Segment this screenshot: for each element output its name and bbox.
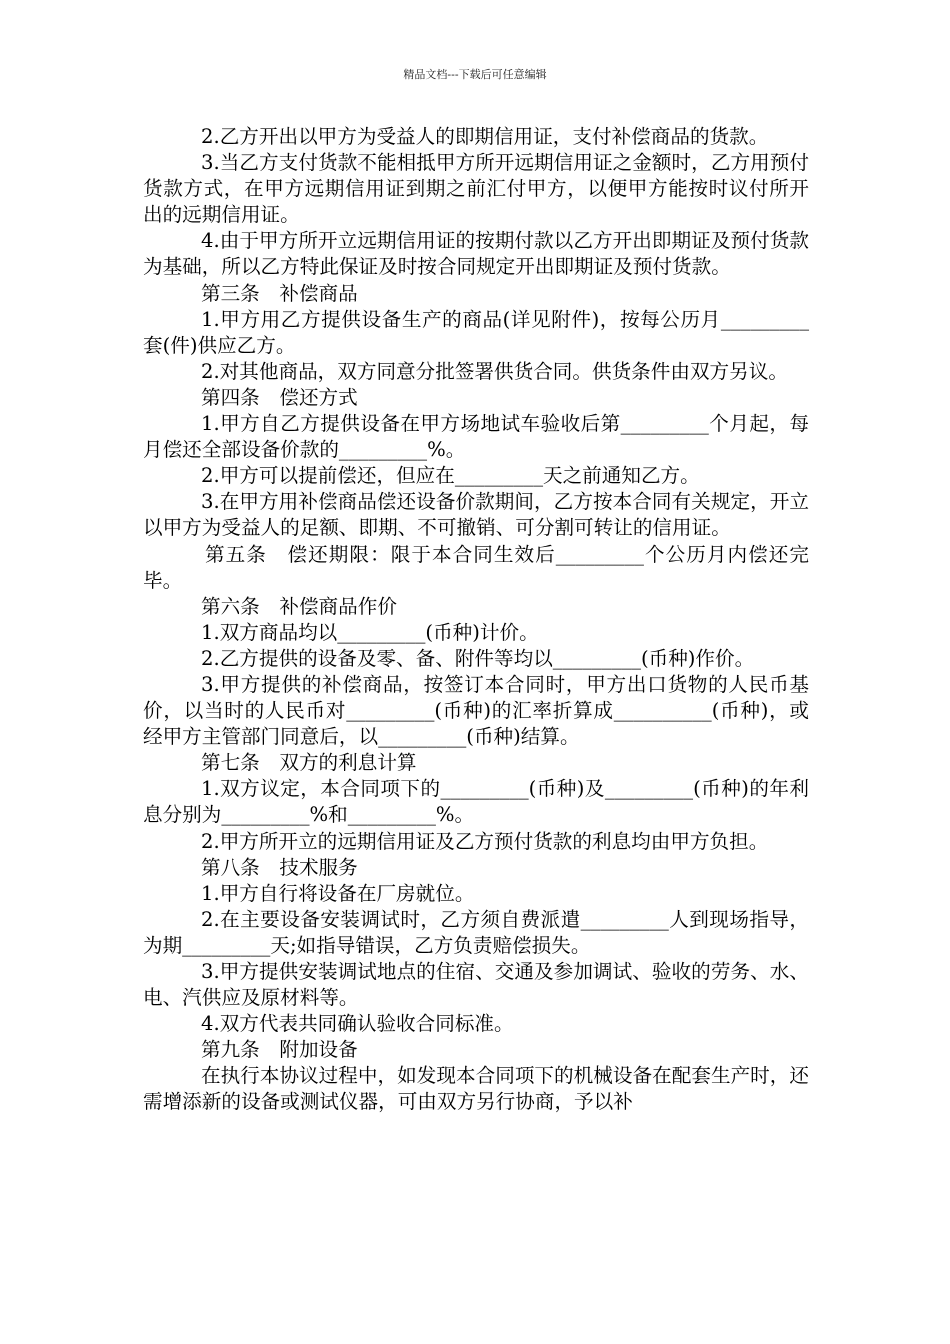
- article-4-item-3: 3.在甲方用补偿商品偿还设备价款期间，乙方按本合同有关规定，开立以甲方为受益人的足额、即期、不可撤销、可分割可转让的信用证。: [143, 490, 809, 540]
- article-7-heading: 第七条 双方的利息计算: [201, 751, 417, 775]
- article-3-item-2: 2.对其他商品，双方同意分批签署供货合同。供货条件由双方另议。: [201, 359, 788, 383]
- article-6-item-3: 3.甲方提供的补偿商品，按签订本合同时，甲方出口货物的人民币基价，以当时的人民币对_________(币种)的汇率折算成__________(币种)，或经甲方主管部门同意后，以_________(币种)结算。: [143, 672, 809, 749]
- article-7-item-1: 1.双方议定，本合同项下的_________(币种)及_________(币种)的年利息分别为_________%和_________%。: [143, 777, 809, 827]
- article-8-item-3: 3.甲方提供安装调试地点的住宿、交通及参加调试、验收的劳务、水、电、汽供应及原材料等。: [143, 960, 809, 1010]
- article-4-item-2: 2.甲方可以提前偿还，但应在_________天之前通知乙方。: [201, 464, 700, 488]
- clause-2-item-4: 4.由于甲方所开立远期信用证的按期付款以乙方开出即期证及预付货款为基础，所以乙方特此保证及时按合同规定开出即期证及预付货款。: [143, 229, 809, 279]
- article-4-item-1: 1.甲方自乙方提供设备在甲方场地试车验收后第_________个月起，每月偿还全部设备价款的_________%。: [143, 412, 809, 462]
- article-8-item-2: 2.在主要设备安装调试时，乙方须自费派遣_________人到现场指导，为期_________天;如指导错误，乙方负责赔偿损失。: [143, 907, 809, 957]
- article-8-item-4: 4.双方代表共同确认验收合同标准。: [201, 1012, 514, 1036]
- article-3-heading: 第三条 补偿商品: [201, 281, 358, 305]
- article-8-heading: 第八条 技术服务: [201, 855, 358, 879]
- article-6-heading: 第六条 补偿商品作价: [201, 594, 397, 618]
- article-9-body: 在执行本协议过程中，如发现本合同项下的机械设备在配套生产时，还需增添新的设备或测试仪器，可由双方另行协商，予以补: [143, 1064, 809, 1114]
- clause-2-item-3: 3.当乙方支付货款不能相抵甲方所开远期信用证之金额时，乙方用预付货款方式，在甲方远期信用证到期之前汇付甲方，以便甲方能按时议付所开出的远期信用证。: [143, 151, 809, 227]
- article-7-item-2: 2.甲方所开立的远期信用证及乙方预付货款的利息均由甲方负担。: [201, 829, 769, 853]
- article-6-item-2: 2.乙方提供的设备及零、备、附件等均以_________(币种)作价。: [201, 646, 755, 670]
- page-header: 精品文档---下载后可任意编辑: [403, 68, 547, 81]
- article-3-item-1: 1.甲方用乙方提供设备生产的商品(详见附件)，按每公历月_________套(件)供应乙方。: [143, 307, 809, 357]
- article-4-heading: 第四条 偿还方式: [201, 385, 358, 409]
- contract-body: [143, 124, 809, 1116]
- article-8-item-1: 1.甲方自行将设备在厂房就位。: [201, 881, 475, 905]
- article-6-item-1: 1.双方商品均以_________(币种)计价。: [201, 620, 539, 644]
- article-5-heading: 第五条 偿还期限：限于本合同生效后_________个公历月内偿还完毕。: [143, 542, 809, 592]
- article-9-heading: 第九条 附加设备: [201, 1038, 358, 1062]
- clause-2-item-2: 2.乙方开出以甲方为受益人的即期信用证，支付补偿商品的货款。: [201, 125, 769, 148]
